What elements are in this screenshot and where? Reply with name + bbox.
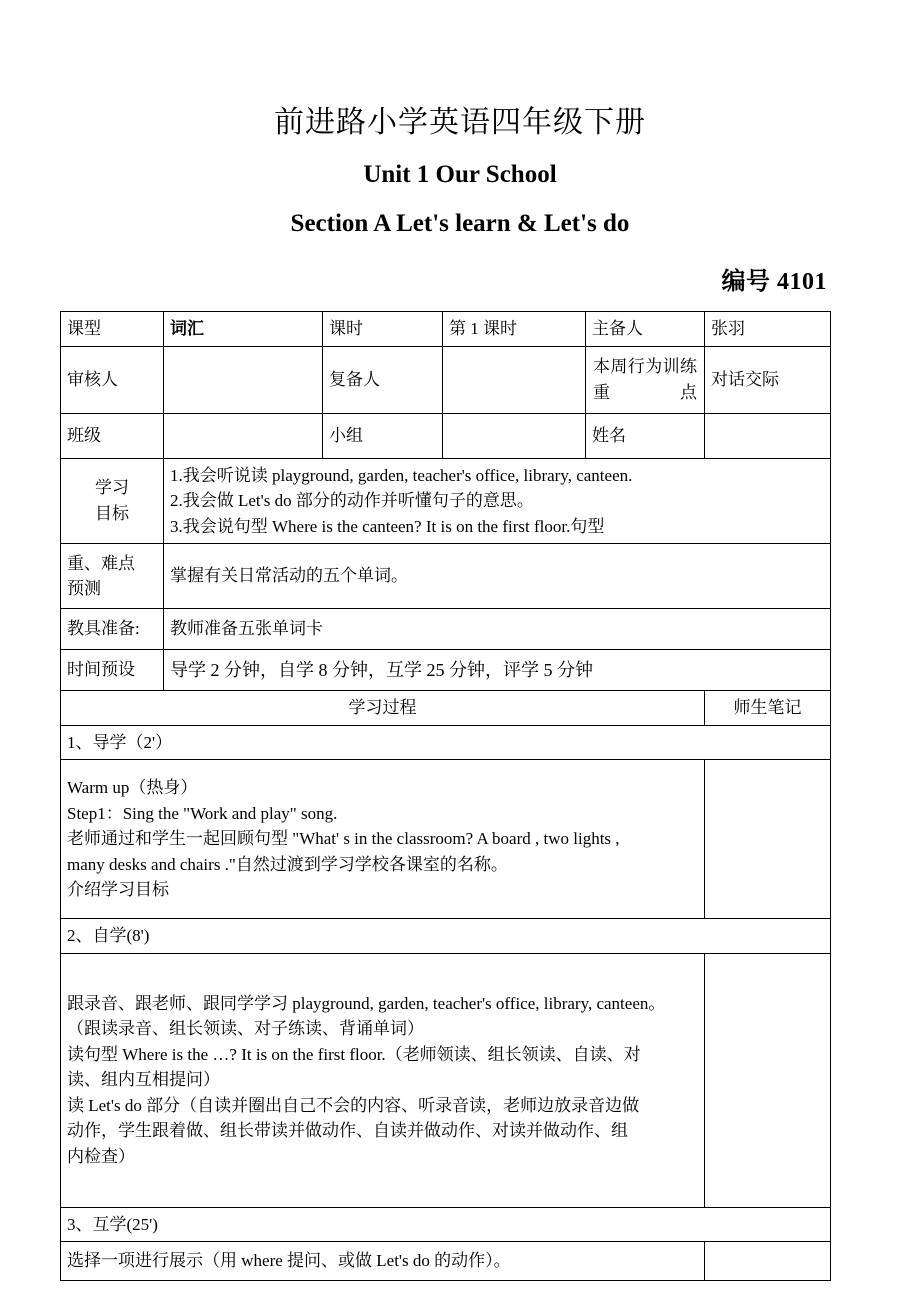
- header-learning-process: 学习过程: [61, 691, 705, 726]
- section-body-mutual-learning: 选择一项进行展示（用 where 提问、或做 Let's do 的动作）。: [61, 1242, 705, 1281]
- self-study-line-4: 读、组内互相提问）: [67, 1070, 220, 1090]
- label-re-preparer: 复备人: [323, 346, 443, 413]
- objectives-label-line2: 目标: [95, 503, 129, 523]
- label-time-plan: 时间预设: [61, 650, 164, 691]
- unit-subtitle: Unit 1 Our School: [363, 160, 557, 188]
- value-student-name[interactable]: [705, 413, 831, 458]
- value-weekly-focus[interactable]: 对话交际: [705, 346, 831, 413]
- table-row-section1-body: [61, 760, 831, 919]
- objective-item-3: 3.我会说句型 Where is the canteen? It is on the first floor.句型: [170, 516, 605, 536]
- value-reviewer[interactable]: [164, 346, 323, 413]
- page-title: 前进路小学英语四年级下册: [274, 106, 646, 139]
- table-row-section1-heading: [61, 725, 831, 760]
- value-class[interactable]: [164, 413, 323, 458]
- table-row-section2-heading: [61, 919, 831, 954]
- value-time-plan: 导学 2 分钟，自学 8 分钟，互学 25 分钟，评学 5 分钟: [164, 650, 831, 691]
- value-teaching-materials: 教师准备五张单词卡: [164, 609, 831, 650]
- table-row-class: [61, 413, 831, 458]
- self-study-line-2: （跟读录音、组长领读、对子练读、背诵单词）: [67, 1019, 424, 1039]
- label-group: 小组: [323, 413, 443, 458]
- guided-line-2: Step1：Sing the "Work and play" song.: [67, 803, 338, 823]
- document-code: 编号 4101: [721, 269, 827, 295]
- notes-guided-learning[interactable]: [705, 760, 831, 919]
- key-points-label-line1: 重、难点: [67, 553, 135, 573]
- guided-line-1: Warm up（热身）: [67, 778, 198, 798]
- notes-mutual-learning[interactable]: [705, 1242, 831, 1281]
- label-weekly-focus: 本周行为训练重点: [586, 346, 705, 413]
- value-learning-objectives: [164, 458, 831, 544]
- value-main-preparer[interactable]: 张羽: [705, 312, 831, 347]
- section-subtitle: Section A Let's learn & Let's do: [290, 209, 630, 237]
- label-reviewer: 审核人: [61, 346, 164, 413]
- label-teaching-materials: 教具准备:: [61, 609, 164, 650]
- label-course-type: 课型: [61, 312, 164, 347]
- objective-item-1: 1.我会听说读 playground, garden, teacher's office, library, canteen.: [170, 465, 633, 485]
- self-study-line-3: 读句型 Where is the …? It is on the first floor.（老师领读、组长领读、自读、对: [67, 1044, 641, 1064]
- self-study-line-6: 动作，学生跟着做、组长带读并做动作、自读并做动作、对读并做动作、组: [67, 1121, 628, 1141]
- lesson-plan-table: [60, 311, 831, 1281]
- label-class: 班级: [61, 413, 164, 458]
- self-study-line-1: 跟录音、跟老师、跟同学学习 playground, garden, teacher's office, library, canteen。: [67, 993, 666, 1013]
- table-row-key-points: [61, 544, 831, 609]
- notes-self-study[interactable]: [705, 953, 831, 1207]
- value-key-points: 掌握有关日常活动的五个单词。: [164, 544, 831, 609]
- guided-line-5: 介绍学习目标: [67, 880, 169, 900]
- table-row-reviewer: [61, 346, 831, 413]
- label-learning-objectives: [61, 458, 164, 544]
- value-group[interactable]: [443, 413, 586, 458]
- table-row-objectives: [61, 458, 831, 544]
- section-body-self-study: [61, 953, 705, 1207]
- table-row-process-header: [61, 691, 831, 726]
- label-period: 课时: [323, 312, 443, 347]
- table-row-course-type: [61, 312, 831, 347]
- section-heading-guided-learning: 1、导学（2'）: [61, 725, 831, 760]
- value-re-preparer[interactable]: [443, 346, 586, 413]
- section-heading-mutual-learning: 3、互学(25'): [61, 1207, 831, 1242]
- guided-line-4: many desks and chairs ."自然过渡到学习学校各课室的名称。: [67, 854, 508, 874]
- label-student-name: 姓名: [586, 413, 705, 458]
- label-key-points: [61, 544, 164, 609]
- self-study-line-7: 内检查）: [67, 1146, 135, 1166]
- value-course-type[interactable]: 词汇: [164, 312, 323, 347]
- table-row-section3-body: [61, 1242, 831, 1281]
- objective-item-2: 2.我会做 Let's do 部分的动作并听懂句子的意思。: [170, 491, 534, 510]
- key-points-label-line2: 预测: [67, 579, 101, 598]
- header-teacher-student-notes: 师生笔记: [705, 691, 831, 726]
- table-row-time-plan: [61, 650, 831, 691]
- value-period[interactable]: 第 1 课时: [443, 312, 586, 347]
- guided-line-3: 老师通过和学生一起回顾句型 "What' s in the classroom? A board , two lights ,: [67, 829, 620, 849]
- section-body-guided-learning: [61, 760, 705, 919]
- table-row-section3-heading: [61, 1207, 831, 1242]
- label-main-preparer: 主备人: [586, 312, 705, 347]
- table-row-section2-body: [61, 953, 831, 1207]
- table-row-materials: [61, 609, 831, 650]
- section-heading-self-study: 2、自学(8'): [61, 919, 831, 954]
- title-block: [60, 0, 860, 296]
- objectives-label-line1: 学习: [95, 478, 129, 498]
- self-study-line-5: 读 Let's do 部分（自读并圈出自己不会的内容、听录音读，老师边放录音边做: [67, 1095, 640, 1115]
